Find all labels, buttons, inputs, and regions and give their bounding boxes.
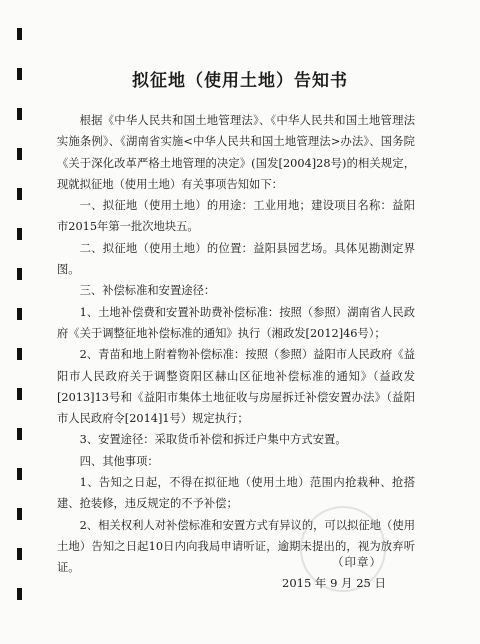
binding-hole	[17, 548, 22, 560]
binding-hole	[17, 268, 22, 280]
restriction-paragraph: 1、告知之日起，不得在拟征地（使用土地）范围内抢栽种、抢搭建、抢装修，违反规定的不予补偿；	[57, 476, 415, 511]
binding-hole	[17, 228, 22, 240]
purpose-paragraph: 一、拟征地（使用土地）的用途：工业用地；建设项目名称：益阳市2015年第一批次地块五。	[57, 199, 415, 234]
location-paragraph: 二、拟征地（使用土地）的位置：益阳县园艺场。具体见勘测定界图。	[57, 241, 415, 277]
binding-hole	[17, 468, 22, 480]
binding-hole	[17, 428, 22, 440]
binding-hole	[17, 308, 22, 320]
binding-hole	[17, 508, 22, 520]
compensation-heading: 三、补偿标准和安置途径：	[79, 284, 216, 298]
binding-hole	[17, 28, 22, 40]
crop-compensation-paragraph: 2、青苗和地上附着物补偿标准：按照（参照）益阳市人民政府《益阳市人民政府关于调整资阳区赫山区征地补偿标准的通知》（益政发[2013]13号和《益阳市集体土地征收与房屋拆迁补偿安置办法》（益阳市人民政府令[2014]1号）规定执行；	[57, 348, 415, 426]
seal-label: （印章）	[332, 555, 382, 569]
binding-holes	[17, 20, 23, 630]
binding-hole	[17, 108, 22, 120]
binding-hole	[17, 588, 22, 600]
binding-hole	[17, 188, 22, 200]
document-date: 2015 年 9 月 25 日	[282, 576, 386, 590]
land-compensation-paragraph: 1、土地补偿费和安置补助费补偿标准：按照（参照）湖南省人民政府《关于调整征地补偿标准的通知》执行（湘政发[2012]46号）；	[57, 305, 415, 340]
document-title: 拟征地（使用土地）告知书	[132, 71, 348, 91]
intro-paragraph: 根据《中华人民共和国土地管理法》、《中华人民共和国土地管理法实施条例》、《湖南省实施<中华人民共和国土地管理法>办法》、国务院《关于深化改革严格土地管理的决定》(国发[2004]28号)的相关规定，现就拟征地（使用土地）有关事项告知如下：	[57, 114, 415, 191]
binding-hole	[17, 348, 22, 360]
hearing-paragraph: 2、相关权利人对补偿标准和安置方式有异议的，可以拟征地（使用土地）告知之日起10日内向我局申请听证，逾期未提出的，视为放弃听证。	[57, 518, 415, 575]
binding-hole	[17, 388, 22, 400]
resettlement-paragraph: 3、安置途径：采取货币补偿和拆迁户集中方式安置。	[79, 433, 347, 447]
document-body	[57, 110, 415, 579]
other-matters-heading: 四、其他事项：	[79, 454, 159, 468]
binding-hole	[17, 148, 22, 160]
